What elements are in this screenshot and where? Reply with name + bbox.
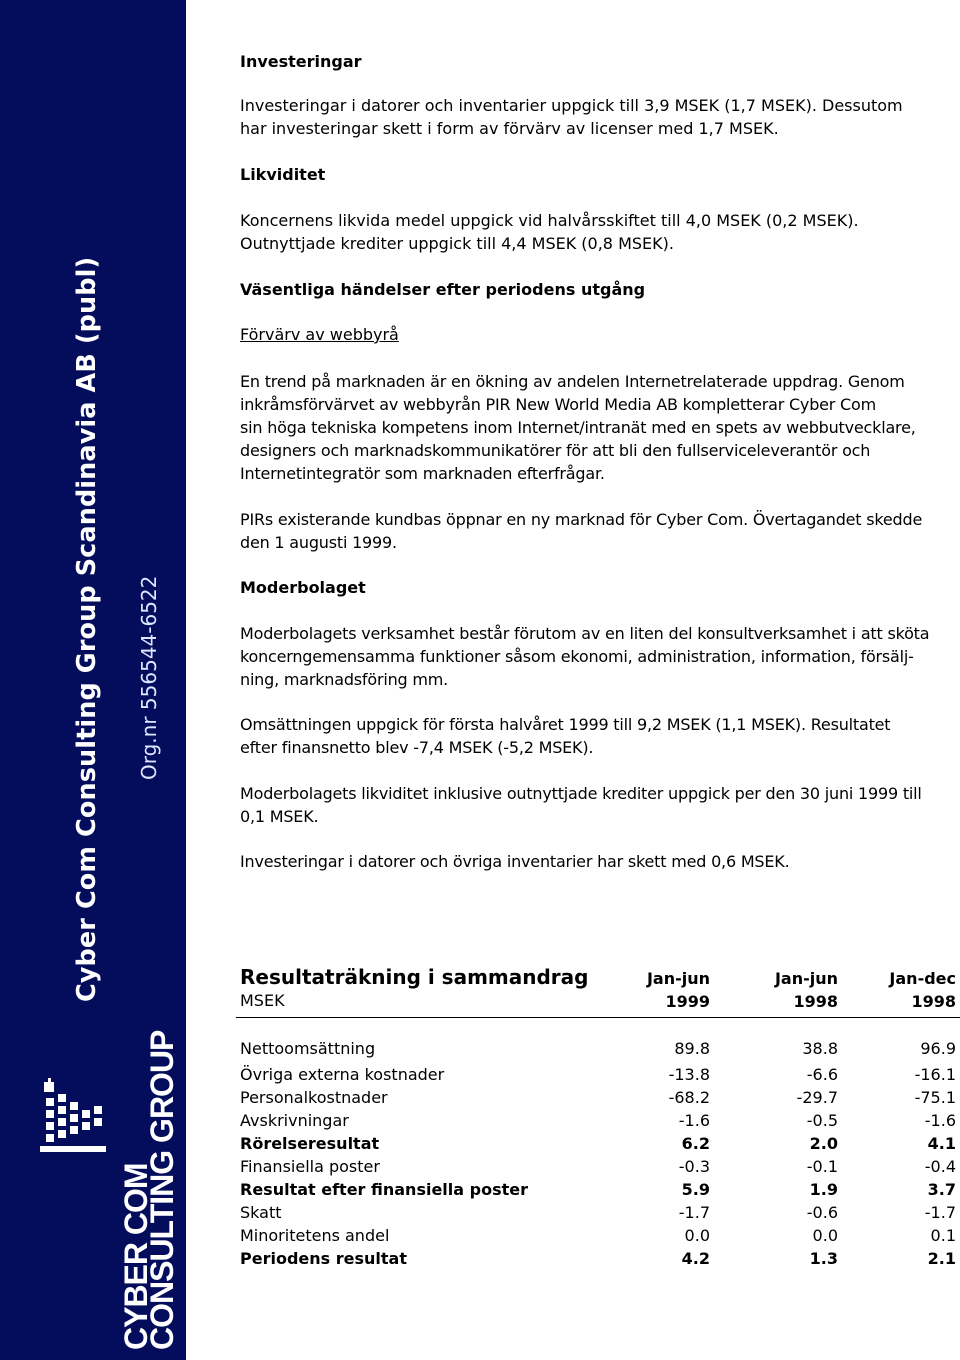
row-value-col-2: 1.9 xyxy=(809,1180,838,1199)
vasentliga-p1-line-1: En trend på marknaden är en ökning av andelen Internetrelaterade uppdrag. Genom xyxy=(240,372,905,391)
table-row xyxy=(240,1088,960,1110)
row-value-col-1: -68.2 xyxy=(668,1088,710,1107)
table-row xyxy=(240,1065,960,1087)
table-row xyxy=(240,1249,960,1271)
row-value-col-1: 5.9 xyxy=(681,1180,710,1199)
vasentliga-p1-line-5: Internetintegratör som marknaden efterfrågar. xyxy=(240,464,605,483)
row-value-col-3: -0.4 xyxy=(924,1157,956,1176)
row-value-col-3: -1.6 xyxy=(924,1111,956,1130)
heading-vasentliga: Väsentliga händelser efter periodens utgång xyxy=(240,280,646,299)
row-value-col-3: 0.1 xyxy=(930,1226,956,1245)
company-name: Cyber Com Consulting Group Scandinavia AB (publ) xyxy=(72,256,102,1002)
vasentliga-p1-line-3: sin höga tekniska kompetens inom Internet/intranät med en spets av webbutvecklare, xyxy=(240,418,916,437)
col-header-1-line-2: 1999 xyxy=(665,992,710,1011)
table-row xyxy=(240,1226,960,1248)
row-value-col-1: -13.8 xyxy=(668,1065,710,1084)
vasentliga-p2-line-2: den 1 augusti 1999. xyxy=(240,533,397,552)
row-label: Personalkostnader xyxy=(240,1088,388,1107)
table-row xyxy=(240,1157,960,1179)
subheading-forvarv: Förvärv av webbyrå xyxy=(240,325,399,344)
vasentliga-p1-line-4: designers och marknadskommunikatörer för att bli den fullserviceleverantör och xyxy=(240,441,871,460)
likviditet-line-1: Koncernens likvida medel uppgick vid halvårsskiftet till 4,0 MSEK (0,2 MSEK). xyxy=(240,211,859,230)
row-value-col-2: -0.5 xyxy=(806,1111,838,1130)
row-value-col-1: 4.2 xyxy=(681,1249,710,1268)
row-label: Övriga externa kostnader xyxy=(240,1065,445,1084)
row-label: Resultat efter finansiella poster xyxy=(240,1180,528,1199)
row-value-col-3: 96.9 xyxy=(920,1039,956,1058)
castle-icon xyxy=(38,1068,108,1158)
org-number: Org.nr 556544-6522 xyxy=(137,575,161,780)
logo-line-1: CYBER COM xyxy=(118,1163,154,1350)
vasentliga-p1-line-2: inkråmsförvärvet av webbyrån PIR New World Media AB kompletterar Cyber Com xyxy=(240,395,877,414)
col-header-2-line-1: Jan-jun xyxy=(774,969,838,988)
row-label: Finansiella poster xyxy=(240,1157,380,1176)
moderbolaget-p1-line-3: ning, marknadsföring mm. xyxy=(240,670,449,689)
row-value-col-2: -6.6 xyxy=(806,1065,838,1084)
row-value-col-2: 38.8 xyxy=(802,1039,838,1058)
table-row xyxy=(240,1111,960,1133)
row-value-col-3: -75.1 xyxy=(914,1088,956,1107)
investeringar-line-1: Investeringar i datorer och inventarier uppgick till 3,9 MSEK (1,7 MSEK). Dessutom xyxy=(240,96,903,115)
row-value-col-1: 0.0 xyxy=(684,1226,710,1245)
moderbolaget-p3-line-2: 0,1 MSEK. xyxy=(240,807,319,826)
row-label: Rörelseresultat xyxy=(240,1134,380,1153)
row-value-col-3: 4.1 xyxy=(927,1134,956,1153)
row-value-col-2: 2.0 xyxy=(809,1134,838,1153)
table-header-rule xyxy=(236,1017,960,1018)
row-value-col-3: 2.1 xyxy=(927,1249,956,1268)
row-value-col-1: 6.2 xyxy=(681,1134,710,1153)
col-header-3-line-2: 1998 xyxy=(911,992,956,1011)
table-row xyxy=(240,1180,960,1202)
sidebar-banner xyxy=(0,0,186,1360)
row-value-col-2: 1.3 xyxy=(809,1249,838,1268)
row-value-col-2: -0.6 xyxy=(806,1203,838,1222)
table-row xyxy=(240,1134,960,1156)
row-label: Minoritetens andel xyxy=(240,1226,390,1245)
heading-investeringar: Investeringar xyxy=(240,52,362,71)
moderbolaget-p4-line-1: Investeringar i datorer och övriga inventarier har skett med 0,6 MSEK. xyxy=(240,852,790,871)
row-label: Nettoomsättning xyxy=(240,1039,376,1058)
logo-line-2: CONSULTING GROUP xyxy=(144,1030,180,1350)
table-title: Resultaträkning i sammandrag xyxy=(240,965,589,989)
row-value-col-3: -16.1 xyxy=(914,1065,956,1084)
moderbolaget-p3-line-1: Moderbolagets likviditet inklusive outnyttjade krediter uppgick per den 30 juni 1999 till xyxy=(240,784,922,803)
row-label: Skatt xyxy=(240,1203,282,1222)
row-value-col-1: -0.3 xyxy=(678,1157,710,1176)
row-label: Avskrivningar xyxy=(240,1111,349,1130)
table-row xyxy=(240,1203,960,1225)
heading-moderbolaget: Moderbolaget xyxy=(240,578,366,597)
row-value-col-1: 89.8 xyxy=(674,1039,710,1058)
row-value-col-1: -1.7 xyxy=(678,1203,710,1222)
moderbolaget-p2-line-2: efter finansnetto blev -7,4 MSEK (-5,2 MSEK). xyxy=(240,738,594,757)
row-value-col-2: 0.0 xyxy=(812,1226,838,1245)
row-label: Periodens resultat xyxy=(240,1249,407,1268)
likviditet-line-2: Outnyttjade krediter uppgick till 4,4 MSEK (0,8 MSEK). xyxy=(240,234,674,253)
table-row xyxy=(240,1039,960,1061)
row-value-col-3: -1.7 xyxy=(924,1203,956,1222)
table-unit: MSEK xyxy=(240,991,285,1010)
row-value-col-1: -1.6 xyxy=(678,1111,710,1130)
col-header-2-line-2: 1998 xyxy=(793,992,838,1011)
col-header-3-line-1: Jan-dec xyxy=(889,969,956,988)
row-value-col-2: -0.1 xyxy=(806,1157,838,1176)
col-header-1-line-1: Jan-jun xyxy=(646,969,710,988)
vasentliga-p2-line-1: PIRs existerande kundbas öppnar en ny marknad för Cyber Com. Övertagandet skedde xyxy=(240,510,923,529)
moderbolaget-p2-line-1: Omsättningen uppgick för första halvåret 1999 till 9,2 MSEK (1,1 MSEK). Resultatet xyxy=(240,715,891,734)
investeringar-line-2: har investeringar skett i form av förvärv av licenser med 1,7 MSEK. xyxy=(240,119,779,138)
moderbolaget-p1-line-1: Moderbolagets verksamhet består förutom av en liten del konsultverksamhet i att sköta xyxy=(240,624,930,643)
row-value-col-2: -29.7 xyxy=(796,1088,838,1107)
company-logo xyxy=(38,1030,180,1353)
row-value-col-3: 3.7 xyxy=(927,1180,956,1199)
heading-likviditet: Likviditet xyxy=(240,165,326,184)
moderbolaget-p1-line-2: koncerngemensamma funktioner såsom ekonomi, administration, information, försälj- xyxy=(240,647,914,666)
